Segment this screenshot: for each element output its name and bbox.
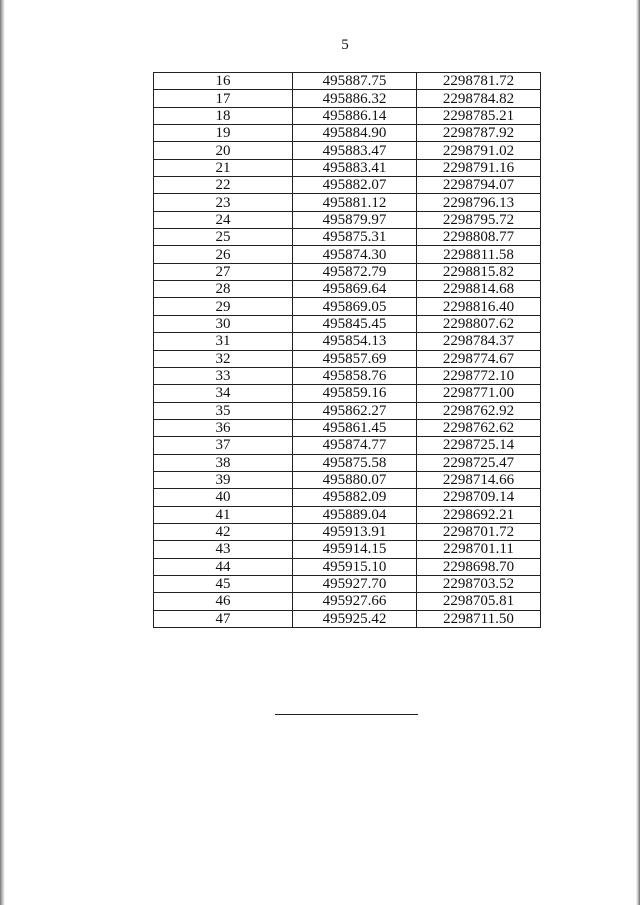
table-row xyxy=(154,437,541,454)
x-coordinate-cell: 495883.41 xyxy=(293,159,417,176)
x-coordinate-cell: 495927.70 xyxy=(293,575,417,592)
point-number-cell: 24 xyxy=(154,211,293,228)
point-number-cell: 22 xyxy=(154,177,293,194)
y-coordinate-cell: 2298781.72 xyxy=(417,73,541,90)
x-coordinate-cell: 495861.45 xyxy=(293,419,417,436)
x-coordinate-cell: 495879.97 xyxy=(293,211,417,228)
y-coordinate-cell: 2298784.37 xyxy=(417,333,541,350)
page-number: 5 xyxy=(341,37,349,53)
y-coordinate-cell: 2298709.14 xyxy=(417,489,541,506)
table-row xyxy=(154,159,541,176)
y-coordinate-cell: 2298808.77 xyxy=(417,229,541,246)
y-coordinate-cell: 2298714.66 xyxy=(417,471,541,488)
point-number-cell: 26 xyxy=(154,246,293,263)
table-row xyxy=(154,454,541,471)
x-coordinate-cell: 495882.09 xyxy=(293,489,417,506)
y-coordinate-cell: 2298784.82 xyxy=(417,90,541,107)
coordinates-table-body xyxy=(154,73,541,628)
point-number-cell: 39 xyxy=(154,471,293,488)
x-coordinate-cell: 495875.31 xyxy=(293,229,417,246)
x-coordinate-cell: 495874.30 xyxy=(293,246,417,263)
point-number-cell: 42 xyxy=(154,523,293,540)
y-coordinate-cell: 2298711.50 xyxy=(417,610,541,627)
table-row xyxy=(154,367,541,384)
point-number-cell: 34 xyxy=(154,385,293,402)
table-row xyxy=(154,90,541,107)
x-coordinate-cell: 495881.12 xyxy=(293,194,417,211)
table-row xyxy=(154,125,541,142)
y-coordinate-cell: 2298815.82 xyxy=(417,263,541,280)
point-number-cell: 40 xyxy=(154,489,293,506)
point-number-cell: 21 xyxy=(154,159,293,176)
coordinates-table xyxy=(153,72,541,628)
y-coordinate-cell: 2298701.11 xyxy=(417,541,541,558)
y-coordinate-cell: 2298785.21 xyxy=(417,107,541,124)
x-coordinate-cell: 495880.07 xyxy=(293,471,417,488)
table-row xyxy=(154,523,541,540)
y-coordinate-cell: 2298703.52 xyxy=(417,575,541,592)
point-number-cell: 46 xyxy=(154,593,293,610)
table-row xyxy=(154,246,541,263)
x-coordinate-cell: 495874.77 xyxy=(293,437,417,454)
y-coordinate-cell: 2298705.81 xyxy=(417,593,541,610)
table-row xyxy=(154,593,541,610)
point-number-cell: 30 xyxy=(154,315,293,332)
table-row xyxy=(154,506,541,523)
scan-edge-right xyxy=(636,0,640,905)
point-number-cell: 37 xyxy=(154,437,293,454)
table-row xyxy=(154,315,541,332)
y-coordinate-cell: 2298807.62 xyxy=(417,315,541,332)
table-row xyxy=(154,385,541,402)
x-coordinate-cell: 495884.90 xyxy=(293,125,417,142)
table-row xyxy=(154,558,541,575)
point-number-cell: 36 xyxy=(154,419,293,436)
y-coordinate-cell: 2298762.62 xyxy=(417,419,541,436)
point-number-cell: 38 xyxy=(154,454,293,471)
y-coordinate-cell: 2298762.92 xyxy=(417,402,541,419)
y-coordinate-cell: 2298787.92 xyxy=(417,125,541,142)
x-coordinate-cell: 495857.69 xyxy=(293,350,417,367)
point-number-cell: 43 xyxy=(154,541,293,558)
y-coordinate-cell: 2298795.72 xyxy=(417,211,541,228)
point-number-cell: 27 xyxy=(154,263,293,280)
x-coordinate-cell: 495914.15 xyxy=(293,541,417,558)
x-coordinate-cell: 495854.13 xyxy=(293,333,417,350)
table-row xyxy=(154,194,541,211)
point-number-cell: 19 xyxy=(154,125,293,142)
table-row xyxy=(154,263,541,280)
x-coordinate-cell: 495886.14 xyxy=(293,107,417,124)
x-coordinate-cell: 495859.16 xyxy=(293,385,417,402)
table-row xyxy=(154,107,541,124)
x-coordinate-cell: 495869.64 xyxy=(293,281,417,298)
point-number-cell: 41 xyxy=(154,506,293,523)
y-coordinate-cell: 2298811.58 xyxy=(417,246,541,263)
table-row xyxy=(154,419,541,436)
y-coordinate-cell: 2298791.02 xyxy=(417,142,541,159)
table-row xyxy=(154,177,541,194)
table-row xyxy=(154,229,541,246)
point-number-cell: 45 xyxy=(154,575,293,592)
table-row xyxy=(154,471,541,488)
y-coordinate-cell: 2298692.21 xyxy=(417,506,541,523)
y-coordinate-cell: 2298772.10 xyxy=(417,367,541,384)
table-row xyxy=(154,281,541,298)
y-coordinate-cell: 2298796.13 xyxy=(417,194,541,211)
point-number-cell: 32 xyxy=(154,350,293,367)
table-row xyxy=(154,575,541,592)
y-coordinate-cell: 2298814.68 xyxy=(417,281,541,298)
x-coordinate-cell: 495872.79 xyxy=(293,263,417,280)
table-row xyxy=(154,211,541,228)
point-number-cell: 25 xyxy=(154,229,293,246)
point-number-cell: 31 xyxy=(154,333,293,350)
x-coordinate-cell: 495887.75 xyxy=(293,73,417,90)
point-number-cell: 29 xyxy=(154,298,293,315)
point-number-cell: 20 xyxy=(154,142,293,159)
x-coordinate-cell: 495913.91 xyxy=(293,523,417,540)
y-coordinate-cell: 2298816.40 xyxy=(417,298,541,315)
x-coordinate-cell: 495925.42 xyxy=(293,610,417,627)
x-coordinate-cell: 495882.07 xyxy=(293,177,417,194)
end-of-document-rule xyxy=(275,714,418,715)
table-row xyxy=(154,298,541,315)
y-coordinate-cell: 2298698.70 xyxy=(417,558,541,575)
point-number-cell: 28 xyxy=(154,281,293,298)
table-row xyxy=(154,333,541,350)
table-row xyxy=(154,402,541,419)
table-row xyxy=(154,73,541,90)
point-number-cell: 16 xyxy=(154,73,293,90)
table-row xyxy=(154,610,541,627)
y-coordinate-cell: 2298725.47 xyxy=(417,454,541,471)
table-row xyxy=(154,489,541,506)
x-coordinate-cell: 495886.32 xyxy=(293,90,417,107)
y-coordinate-cell: 2298794.07 xyxy=(417,177,541,194)
x-coordinate-cell: 495889.04 xyxy=(293,506,417,523)
table-row xyxy=(154,142,541,159)
y-coordinate-cell: 2298774.67 xyxy=(417,350,541,367)
point-number-cell: 35 xyxy=(154,402,293,419)
y-coordinate-cell: 2298771.00 xyxy=(417,385,541,402)
table-row xyxy=(154,541,541,558)
point-number-cell: 33 xyxy=(154,367,293,384)
x-coordinate-cell: 495845.45 xyxy=(293,315,417,332)
point-number-cell: 17 xyxy=(154,90,293,107)
x-coordinate-cell: 495869.05 xyxy=(293,298,417,315)
x-coordinate-cell: 495858.76 xyxy=(293,367,417,384)
x-coordinate-cell: 495875.58 xyxy=(293,454,417,471)
table-row xyxy=(154,350,541,367)
point-number-cell: 18 xyxy=(154,107,293,124)
point-number-cell: 44 xyxy=(154,558,293,575)
x-coordinate-cell: 495915.10 xyxy=(293,558,417,575)
scan-edge-left xyxy=(0,0,5,905)
point-number-cell: 23 xyxy=(154,194,293,211)
point-number-cell: 47 xyxy=(154,610,293,627)
x-coordinate-cell: 495927.66 xyxy=(293,593,417,610)
y-coordinate-cell: 2298725.14 xyxy=(417,437,541,454)
x-coordinate-cell: 495862.27 xyxy=(293,402,417,419)
y-coordinate-cell: 2298701.72 xyxy=(417,523,541,540)
y-coordinate-cell: 2298791.16 xyxy=(417,159,541,176)
x-coordinate-cell: 495883.47 xyxy=(293,142,417,159)
